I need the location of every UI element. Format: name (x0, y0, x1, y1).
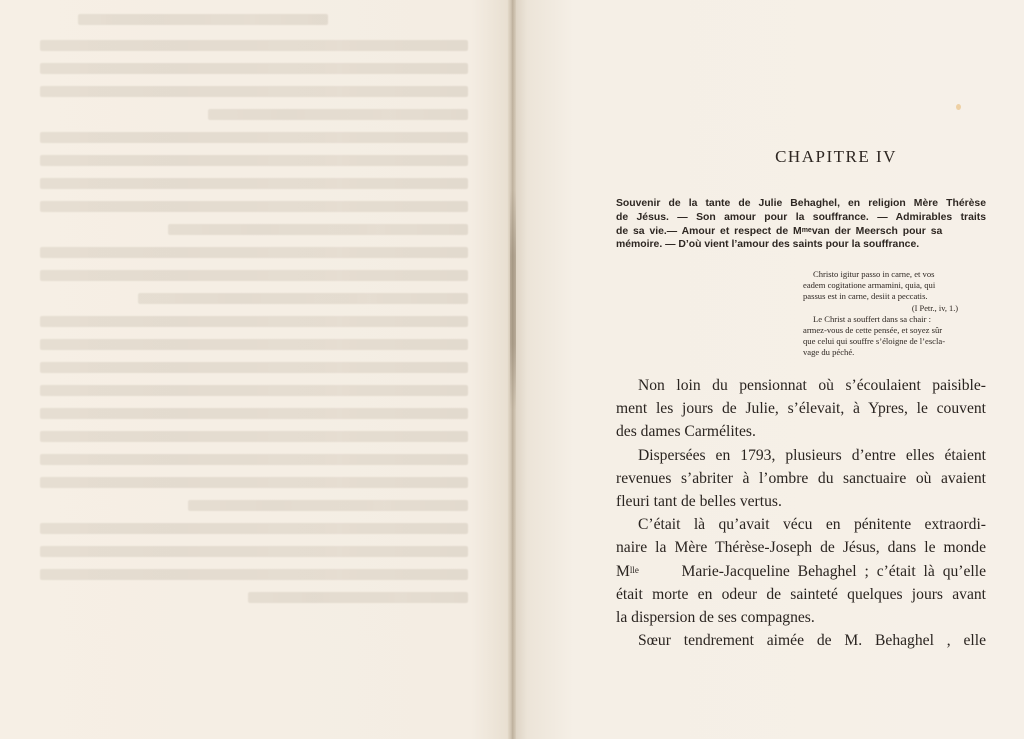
body-line: Sœur tendrement aimée de M. Behaghel , elle (638, 632, 986, 650)
epigraph-french-line: armez-vous de cette pensée, et soyez sûr (803, 325, 943, 336)
body-line: des dames Carmélites. (616, 423, 756, 441)
body-superscript: lle (629, 564, 639, 575)
body-line: Non loin du pensionnat où s’écoulaient paisible- (638, 377, 986, 394)
epigraph-french-line: Le Christ a souffert dans sa chair : (813, 313, 931, 324)
summary-line: de Jésus. — Son amour pour la souffrance. — Admirables traits (616, 211, 986, 223)
epigraph (803, 269, 987, 359)
right-page (516, 0, 1024, 739)
body-text-fragment: M (616, 562, 630, 580)
body-line: ment les jours de Julie, s’élevait, à Ypres, le couvent (616, 400, 986, 418)
show-through-text (0, 0, 508, 739)
epigraph-french-line: que celui qui souffre s’éloigne de l’escla- (803, 336, 946, 347)
body-line: fleuri tant de belles vertus. (616, 493, 782, 511)
body-text-fragment: Marie-Jacqueline Behaghel ; c’était là qu’elle (681, 562, 986, 580)
summary-line (616, 225, 986, 239)
body-text (616, 374, 986, 652)
body-line: revenues s’abriter à l’ombre du sanctuaire où avaient (616, 469, 986, 487)
summary-line: Souvenir de la tante de Julie Behaghel, en religion Mère Thérèse (616, 198, 986, 209)
epigraph-latin-line: eadem cogitatione armamini, quia, qui (803, 280, 936, 291)
paper-stain (956, 104, 961, 110)
epigraph-latin-line: Christo igitur passo in carne, et vos (813, 269, 935, 279)
epigraph-french-line: vage du péché. (803, 347, 855, 358)
body-text-fragment (616, 560, 639, 583)
left-page (0, 0, 508, 739)
body-line: la dispersion de ses compagnes. (616, 609, 815, 627)
body-line: était morte en odeur de sainteté quelques jours avant (616, 585, 986, 603)
chapter-summary (616, 197, 986, 252)
chapter-title: CHAPITRE IV (775, 147, 897, 166)
body-line: naire la Mère Thérèse-Joseph de Jésus, dans le monde (616, 539, 986, 557)
summary-line: mémoire. — D’où vient l’amour des saints pour la souffrance. (616, 239, 920, 251)
epigraph-reference: (I Petr., iv, 1.) (911, 303, 959, 313)
body-line: C’était là qu’avait vécu en pénitente extraordi- (638, 516, 986, 534)
body-line (616, 560, 986, 583)
summary-text: de sa vie.— Amour et respect de M (616, 225, 802, 237)
summary-text: van der Meersch pour sa (811, 225, 943, 237)
body-line: Dispersées en 1793, plusieurs d’entre elles étaient (638, 446, 986, 464)
epigraph-latin-line: passus est in carne, desiit a peccatis. (803, 291, 928, 302)
summary-superscript: me (801, 226, 812, 234)
